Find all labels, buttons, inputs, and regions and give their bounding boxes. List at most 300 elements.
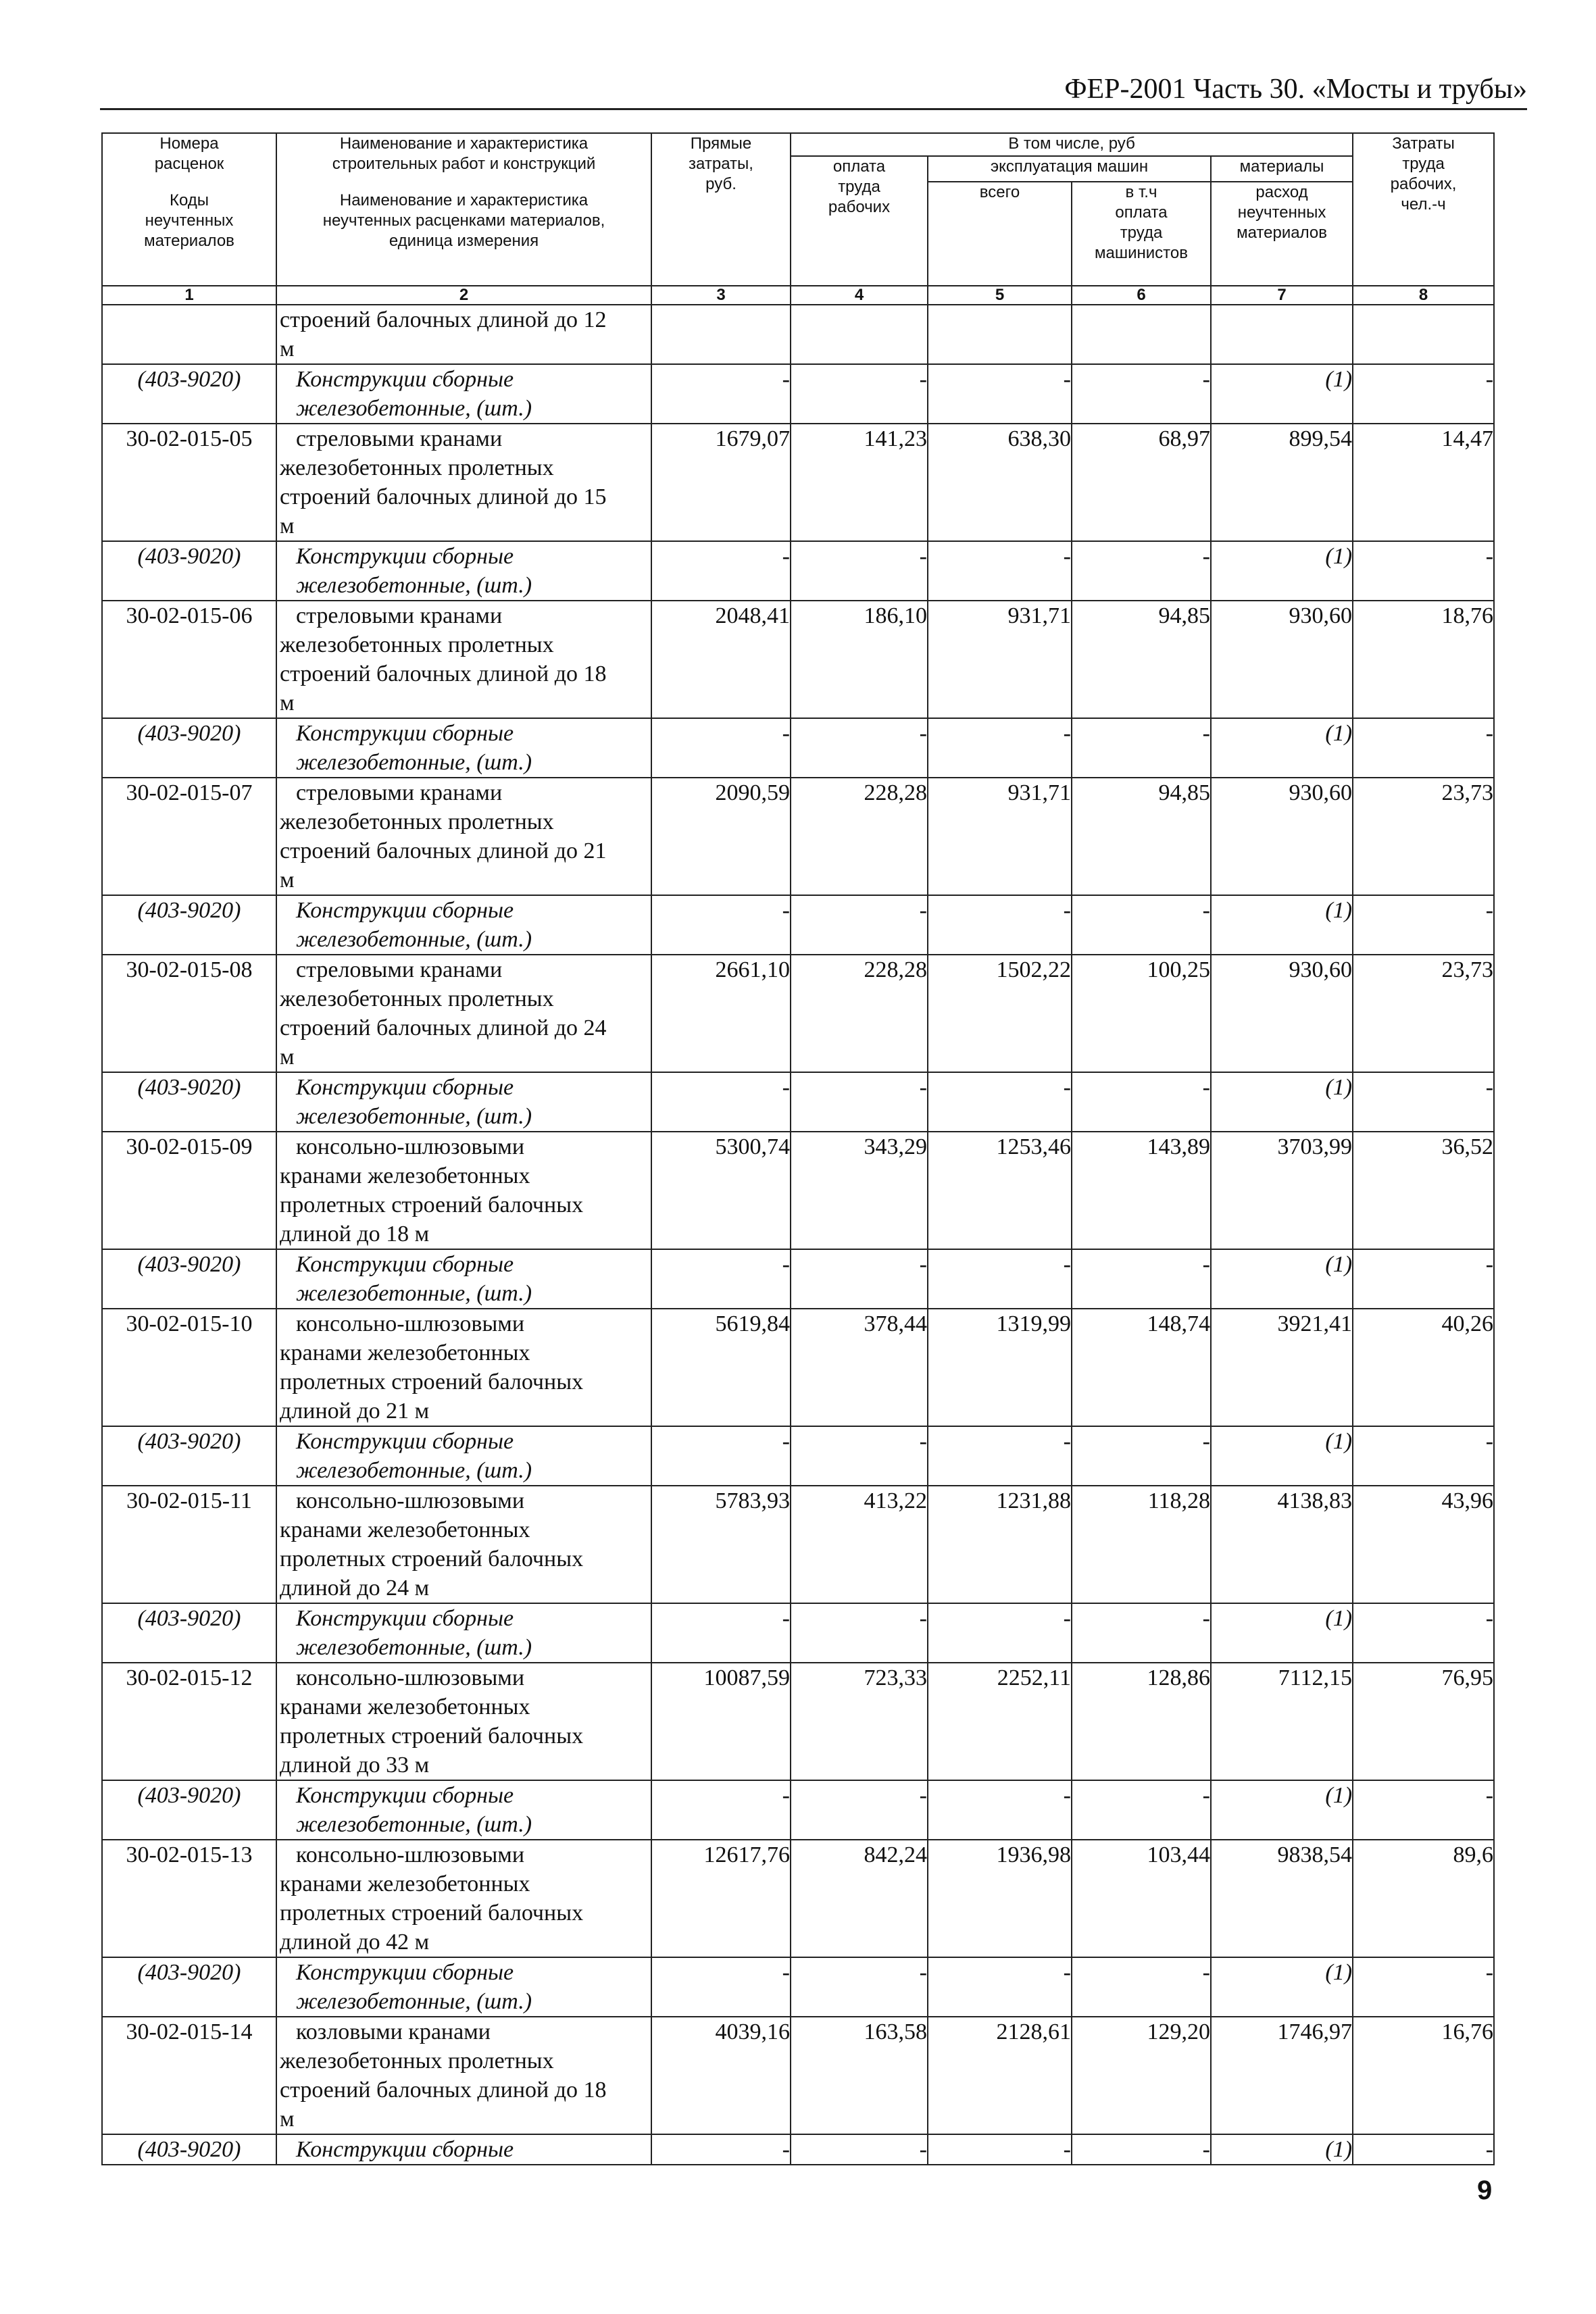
name-line: строений балочных длиной до 15: [280, 484, 607, 509]
value-cell-col3: [651, 364, 791, 424]
header-col5-line: всего: [979, 183, 1020, 201]
value-cell-col7: [1211, 1309, 1353, 1426]
work-name: [276, 955, 651, 1072]
material-code: [102, 541, 276, 601]
value-text: 3921,41: [1277, 1311, 1353, 1336]
value-text: 16,76: [1441, 2019, 1494, 2044]
header-col2-line: строительных работ и конструкций: [332, 155, 596, 173]
value-cell-col8: [1353, 1309, 1494, 1426]
header-col4-line: труда: [838, 178, 880, 196]
work-name: [276, 1309, 651, 1426]
header-col7-line: материалов: [1237, 224, 1327, 242]
code-text: (403-9020): [137, 367, 241, 392]
value-cell-col5: [928, 778, 1072, 895]
code-text: (403-9020): [137, 1783, 241, 1808]
value-cell-col6: [1072, 1249, 1211, 1309]
rate-code: [102, 1663, 276, 1780]
value-cell-col7: [1211, 541, 1353, 601]
material-code: [102, 1603, 276, 1663]
header-col-7: [1211, 182, 1353, 286]
header-group-machines: эксплуатация машин: [928, 156, 1211, 182]
name-line: кранами железобетонных: [280, 1340, 530, 1365]
material-row: [102, 541, 1494, 601]
name-line: пролетных строений балочных: [280, 1369, 584, 1394]
value-cell-col3: [651, 2017, 791, 2134]
value-text: -: [1485, 1606, 1494, 1631]
value-text: -: [919, 721, 927, 746]
name-line: Конструкции сборные: [296, 721, 514, 746]
value-text: -: [782, 721, 790, 746]
value-text: -: [1202, 2137, 1210, 2162]
value-cell-col7: [1211, 1663, 1353, 1780]
rate-code: [102, 305, 276, 364]
value-text: (1): [1325, 1606, 1353, 1631]
rate-code: [102, 601, 276, 718]
value-cell-col3: [651, 895, 791, 955]
value-text: 94,85: [1158, 603, 1210, 628]
name-line: длиной до 24 м: [280, 1576, 430, 1601]
value-text: 10087,59: [703, 1665, 790, 1690]
name-line: стреловыми кранами: [296, 426, 503, 451]
value-cell-col4: [791, 305, 928, 364]
name-line: железобетонные, (шт.): [296, 927, 532, 952]
value-text: 2661,10: [715, 957, 790, 982]
value-cell-col8: [1353, 1780, 1494, 1840]
value-cell-col8: [1353, 305, 1494, 364]
material-code: [102, 1957, 276, 2017]
material-row: [102, 1603, 1494, 1663]
value-cell-col4: [791, 1840, 928, 1957]
page-number: 9: [1477, 2175, 1493, 2205]
value-cell-col7: [1211, 601, 1353, 718]
rate-row: [102, 2017, 1494, 2134]
value-text: 18,76: [1441, 603, 1494, 628]
code-text: (403-9020): [137, 721, 241, 746]
value-text: -: [1063, 898, 1071, 923]
code-text: 30-02-015-06: [126, 603, 253, 628]
value-cell-col8: [1353, 541, 1494, 601]
column-number: 8: [1353, 286, 1494, 305]
value-text: 228,28: [864, 780, 927, 805]
value-text: -: [782, 1429, 790, 1454]
name-line: длиной до 21 м: [280, 1399, 430, 1424]
rate-code: [102, 1840, 276, 1957]
value-text: 100,25: [1147, 957, 1210, 982]
value-cell-col6: [1072, 1486, 1211, 1603]
header-col1-line: расценок: [154, 155, 224, 173]
table-body: [102, 305, 1494, 2165]
value-text: -: [1063, 1429, 1071, 1454]
name-line: консольно-шлюзовыми: [296, 1665, 525, 1690]
value-text: 899,54: [1289, 426, 1353, 451]
value-cell-col3: [651, 2134, 791, 2165]
material-row: [102, 1249, 1494, 1309]
value-cell-col5: [928, 1957, 1072, 2017]
value-text: 89,6: [1453, 1842, 1494, 1867]
name-line: строений балочных длиной до 12: [280, 307, 607, 332]
value-text: -: [919, 544, 927, 569]
value-cell-col4: [791, 364, 928, 424]
value-cell-col3: [651, 1309, 791, 1426]
code-text: (403-9020): [137, 1960, 241, 1985]
name-line: строений балочных длиной до 21: [280, 838, 607, 863]
value-cell-col4: [791, 1072, 928, 1132]
value-cell-col3: [651, 1072, 791, 1132]
rate-code: [102, 1132, 276, 1249]
column-number: 5: [928, 286, 1072, 305]
value-text: -: [1202, 1075, 1210, 1100]
value-text: -: [919, 1075, 927, 1100]
value-cell-col3: [651, 424, 791, 541]
rate-code: [102, 424, 276, 541]
material-row: [102, 895, 1494, 955]
value-text: -: [1485, 1783, 1494, 1808]
value-cell-col3: [651, 1780, 791, 1840]
column-number: 2: [276, 286, 651, 305]
header-col6-line: в т.ч: [1125, 183, 1157, 201]
name-line: длиной до 42 м: [280, 1930, 430, 1955]
material-row: [102, 1780, 1494, 1840]
value-text: 343,29: [864, 1134, 927, 1159]
value-text: 931,71: [1007, 780, 1071, 805]
value-text: 413,22: [864, 1488, 927, 1513]
work-name: [276, 601, 651, 718]
value-cell-col7: [1211, 955, 1353, 1072]
header-col6-line: труда: [1120, 224, 1163, 242]
value-text: [652, 305, 790, 334]
code-text: (403-9020): [137, 1429, 241, 1454]
value-cell-col8: [1353, 955, 1494, 1072]
value-text: 2048,41: [715, 603, 790, 628]
material-code: [102, 1249, 276, 1309]
name-line: Конструкции сборные: [296, 367, 514, 392]
value-text: 14,47: [1441, 426, 1494, 451]
name-line: пролетных строений балочных: [280, 1192, 584, 1217]
value-text: 23,73: [1441, 957, 1494, 982]
value-cell-col5: [928, 1663, 1072, 1780]
value-text: -: [1063, 1606, 1071, 1631]
value-cell-col3: [651, 601, 791, 718]
name-line: Конструкции сборные: [296, 1429, 514, 1454]
value-text: (1): [1325, 1075, 1353, 1100]
column-number: 1: [102, 286, 276, 305]
value-cell-col7: [1211, 1486, 1353, 1603]
value-cell-col3: [651, 1426, 791, 1486]
value-text: 129,20: [1147, 2019, 1210, 2044]
value-cell-col4: [791, 955, 928, 1072]
value-cell-col7: [1211, 305, 1353, 364]
rate-row: [102, 1132, 1494, 1249]
value-cell-col7: [1211, 364, 1353, 424]
value-text: -: [1202, 721, 1210, 746]
name-line: кранами железобетонных: [280, 1517, 530, 1542]
header-col6-line: оплата: [1115, 203, 1168, 222]
name-line: стреловыми кранами: [296, 603, 503, 628]
value-text: 5783,93: [715, 1488, 790, 1513]
value-text: -: [919, 367, 927, 392]
value-cell-col5: [928, 1426, 1072, 1486]
value-text: -: [1063, 367, 1071, 392]
header-col4-line: рабочих: [828, 198, 891, 216]
value-text: 2252,11: [997, 1665, 1071, 1690]
name-line: пролетных строений балочных: [280, 1901, 584, 1926]
value-cell-col6: [1072, 364, 1211, 424]
value-text: 930,60: [1289, 957, 1353, 982]
value-cell-col7: [1211, 1957, 1353, 2017]
header-col-5: [928, 182, 1072, 286]
value-text: 1936,98: [996, 1842, 1071, 1867]
header-col1-line: материалов: [144, 232, 234, 250]
material-name: [276, 1603, 651, 1663]
column-number: 6: [1072, 286, 1211, 305]
value-text: -: [1063, 2137, 1071, 2162]
value-cell-col7: [1211, 1072, 1353, 1132]
value-cell-col4: [791, 1957, 928, 2017]
header-col-8: [1353, 133, 1494, 286]
name-line: консольно-шлюзовыми: [296, 1311, 525, 1336]
name-line: строений балочных длиной до 24: [280, 1015, 607, 1040]
header-col2-line: Наименование и характеристика: [339, 191, 589, 209]
value-cell-col6: [1072, 1840, 1211, 1957]
value-cell-col3: [651, 1132, 791, 1249]
value-text: 118,28: [1147, 1488, 1210, 1513]
material-row: [102, 1072, 1494, 1132]
value-cell-col6: [1072, 1957, 1211, 2017]
header-col2-line: единица измерения: [389, 232, 539, 250]
rate-code: [102, 955, 276, 1072]
rate-row: [102, 424, 1494, 541]
material-code: [102, 1072, 276, 1132]
value-text: -: [782, 1252, 790, 1277]
value-text: (1): [1325, 1960, 1353, 1985]
value-cell-col7: [1211, 1780, 1353, 1840]
value-cell-col5: [928, 1249, 1072, 1309]
value-cell-col4: [791, 2017, 928, 2134]
value-cell-col3: [651, 955, 791, 1072]
code-text: (403-9020): [137, 898, 241, 923]
value-cell-col8: [1353, 2017, 1494, 2134]
value-cell-col6: [1072, 1780, 1211, 1840]
name-line: консольно-шлюзовыми: [296, 1842, 525, 1867]
value-cell-col6: [1072, 1309, 1211, 1426]
material-row: [102, 1957, 1494, 2017]
value-text: 103,44: [1147, 1842, 1210, 1867]
value-cell-col6: [1072, 1426, 1211, 1486]
value-text: 94,85: [1158, 780, 1210, 805]
material-name: [276, 541, 651, 601]
header-rule: [100, 108, 1527, 110]
header-col7-line: неучтенных: [1237, 203, 1326, 222]
work-name: [276, 1486, 651, 1603]
value-text: 12617,76: [703, 1842, 790, 1867]
value-text: -: [782, 367, 790, 392]
rate-row: [102, 1486, 1494, 1603]
value-cell-col3: [651, 541, 791, 601]
material-name: [276, 1957, 651, 2017]
header-col1-line: неучтенных: [145, 211, 234, 230]
value-text: [1353, 305, 1493, 334]
table-header: [102, 133, 1494, 305]
value-cell-col3: [651, 1840, 791, 1957]
value-text: -: [782, 1783, 790, 1808]
code-text: 30-02-015-09: [126, 1134, 253, 1159]
value-text: 1746,97: [1277, 2019, 1353, 2044]
rate-row: [102, 1663, 1494, 1780]
code-text: (403-9020): [137, 1075, 241, 1100]
value-cell-col6: [1072, 2134, 1211, 2165]
value-cell-col3: [651, 1486, 791, 1603]
name-line: железобетонных пролетных: [280, 632, 554, 657]
column-number: 4: [791, 286, 928, 305]
value-text: [791, 305, 927, 334]
header-col8-line: рабочих,: [1390, 175, 1457, 193]
value-text: 76,95: [1441, 1665, 1494, 1690]
material-code: [102, 1780, 276, 1840]
value-cell-col4: [791, 1780, 928, 1840]
header-col8-line: чел.-ч: [1401, 195, 1446, 213]
name-line: Конструкции сборные: [296, 1783, 514, 1808]
value-cell-col8: [1353, 718, 1494, 778]
value-text: -: [1063, 1075, 1071, 1100]
value-text: 1253,46: [996, 1134, 1071, 1159]
value-cell-col4: [791, 1663, 928, 1780]
name-line: железобетонные, (шт.): [296, 750, 532, 775]
value-cell-col4: [791, 1309, 928, 1426]
header-col3-line: затраты,: [689, 155, 753, 173]
value-cell-col8: [1353, 895, 1494, 955]
name-line: Конструкции сборные: [296, 1606, 514, 1631]
value-text: -: [1063, 544, 1071, 569]
value-text: 143,89: [1147, 1134, 1210, 1159]
name-line: кранами железобетонных: [280, 1694, 530, 1719]
value-cell-col7: [1211, 778, 1353, 895]
value-cell-col4: [791, 2134, 928, 2165]
value-cell-col8: [1353, 601, 1494, 718]
rates-table: [101, 132, 1495, 2165]
rate-row: [102, 778, 1494, 895]
name-line: м: [280, 336, 295, 361]
value-cell-col7: [1211, 1249, 1353, 1309]
header-col-3: [651, 133, 791, 286]
value-text: -: [1485, 1075, 1494, 1100]
value-cell-col3: [651, 1249, 791, 1309]
value-text: -: [782, 544, 790, 569]
value-text: 128,86: [1147, 1665, 1210, 1690]
value-text: -: [919, 1429, 927, 1454]
name-line: м: [280, 867, 295, 892]
value-text: -: [1485, 898, 1494, 923]
value-cell-col5: [928, 305, 1072, 364]
value-cell-col5: [928, 1072, 1072, 1132]
value-cell-col7: [1211, 895, 1353, 955]
value-text: [1212, 305, 1352, 334]
rate-row: [102, 601, 1494, 718]
value-text: -: [1485, 1429, 1494, 1454]
code-text: 30-02-015-13: [126, 1842, 253, 1867]
value-cell-col5: [928, 601, 1072, 718]
value-cell-col4: [791, 895, 928, 955]
header-col1-line: Коды: [169, 191, 209, 209]
header-col-4: [791, 156, 928, 286]
value-text: -: [919, 898, 927, 923]
value-text: 40,26: [1441, 1311, 1494, 1336]
value-cell-col3: [651, 305, 791, 364]
value-text: -: [1063, 721, 1071, 746]
value-cell-col5: [928, 1840, 1072, 1957]
material-name: [276, 895, 651, 955]
value-text: 842,24: [864, 1842, 927, 1867]
header-col2-line: неучтенных расценками материалов,: [322, 211, 605, 230]
name-line: железобетонные, (шт.): [296, 1281, 532, 1306]
code-text: (403-9020): [137, 2137, 241, 2162]
value-text: -: [919, 1252, 927, 1277]
name-line: железобетонные, (шт.): [296, 1104, 532, 1129]
material-name: [276, 1426, 651, 1486]
material-code: [102, 2134, 276, 2165]
value-cell-col6: [1072, 1132, 1211, 1249]
material-name: [276, 1072, 651, 1132]
value-cell-col5: [928, 1780, 1072, 1840]
value-text: 1502,22: [996, 957, 1071, 982]
value-cell-col6: [1072, 305, 1211, 364]
value-text: -: [782, 1960, 790, 1985]
value-text: -: [919, 2137, 927, 2162]
value-text: 228,28: [864, 957, 927, 982]
value-text: -: [919, 1783, 927, 1808]
code-text: 30-02-015-08: [126, 957, 253, 982]
value-cell-col7: [1211, 1603, 1353, 1663]
rate-code: [102, 1309, 276, 1426]
value-cell-col4: [791, 778, 928, 895]
value-text: 931,71: [1007, 603, 1071, 628]
header-col8-line: Затраты: [1392, 134, 1455, 153]
value-cell-col8: [1353, 1486, 1494, 1603]
value-cell-col6: [1072, 895, 1211, 955]
material-name: [276, 1780, 651, 1840]
value-cell-col8: [1353, 778, 1494, 895]
code-text: [103, 305, 276, 334]
value-cell-col4: [791, 1132, 928, 1249]
name-line: Конструкции сборные: [296, 1960, 514, 1985]
value-cell-col7: [1211, 2134, 1353, 2165]
material-code: [102, 1426, 276, 1486]
value-text: [1072, 305, 1210, 334]
material-name: [276, 364, 651, 424]
value-text: 186,10: [864, 603, 927, 628]
value-cell-col7: [1211, 424, 1353, 541]
value-cell-col5: [928, 541, 1072, 601]
material-name: [276, 1249, 651, 1309]
value-cell-col4: [791, 1486, 928, 1603]
code-text: 30-02-015-14: [126, 2019, 253, 2044]
value-text: 36,52: [1441, 1134, 1494, 1159]
value-cell-col8: [1353, 1840, 1494, 1957]
value-text: -: [782, 1606, 790, 1631]
rate-row: [102, 955, 1494, 1072]
value-text: 5619,84: [715, 1311, 790, 1336]
value-text: 4138,83: [1277, 1488, 1353, 1513]
rate-row: [102, 305, 1494, 364]
value-cell-col6: [1072, 2017, 1211, 2134]
value-text: 141,23: [864, 426, 927, 451]
value-cell-col8: [1353, 1603, 1494, 1663]
value-text: 43,96: [1441, 1488, 1494, 1513]
value-cell-col4: [791, 1426, 928, 1486]
name-line: железобетонных пролетных: [280, 455, 554, 480]
name-line: длиной до 33 м: [280, 1753, 430, 1778]
value-text: -: [1485, 1252, 1494, 1277]
value-text: 930,60: [1289, 780, 1353, 805]
